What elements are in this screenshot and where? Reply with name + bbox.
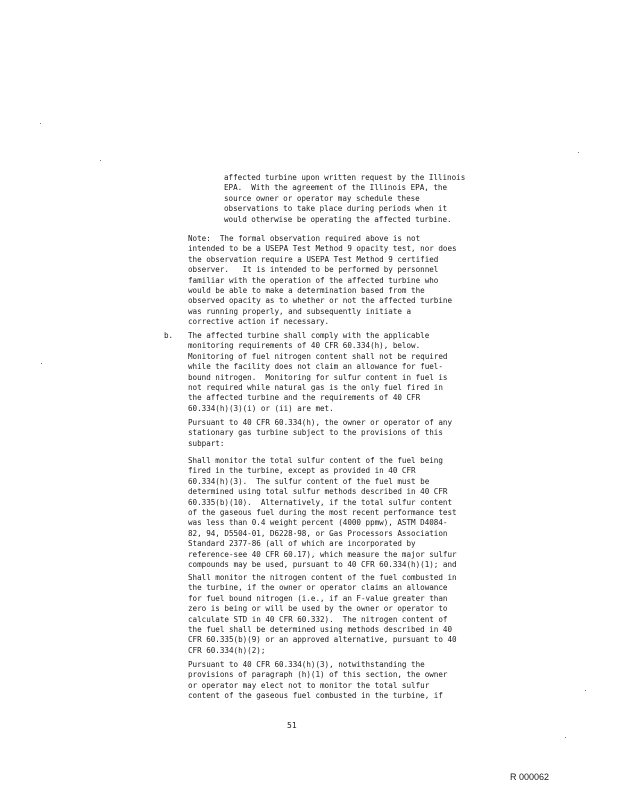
bates-number: R 000062 [510,772,550,782]
scan-speck [41,363,42,364]
section-marker: b. [164,331,174,340]
nitrogen-monitoring-paragraph: Shall monitor the nitrogen content of the fuel combusted in the turbine, if the owner or operator claims an allowance for fuel bound nitrogen (i.e., if an F-value greater than zero is being or will be used by the owner or operator to calculate STD in 40 CFR 60.332). The nitrogen content of the fuel shall be determined using methods described in 40 CFR 60.335(b)(9) or an approved alternative, pursuant to 40 CFR 60.334(h)(2); [188,573,457,655]
notwithstanding-paragraph: Pursuant to 40 CFR 60.334(h)(3), notwithstanding the provisions of paragraph (h)(1) of this section, the owner or operator may elect not to monitor the total sulfur content of the gaseous fuel combusted in the turbine, if [188,660,448,701]
pursuant-paragraph: Pursuant to 40 CFR 60.334(h), the owner or operator of any stationary gas turbine subject to the provisions of this subpart: [188,418,453,448]
sulfur-monitoring-paragraph: Shall monitor the total sulfur content of the fuel being fired in the turbine, except as provided in 40 CFR 60.334(h)(3). The sulfur content of the fuel must be determined using total sulfur methods described in 40 CFR 60.335(b)(10). Alternatively, if the total sulfur content of the gaseous fuel during the most recent performance test was less than 0.4 weight percent (4000 ppmw), ASTM D4084- 82, 94, D5504-01, D6228-98, or Gas Processors Association Standard 2377-86 (all of which are incorporated by reference-see 40 CFR 60.17), which measure the major sulfur compounds may be used, pursuant to 40 CFR 60.334(h)(1); and [188,456,457,570]
scan-speck [585,690,586,691]
section-b-paragraph: The affected turbine shall comply with the applicable monitoring requirements of 40 CFR 60.334(h), below. Monitoring of fuel nitrogen content shall not be required while the facility does not claim an allowance for fuel- bound nitrogen. Monitoring for sulfur content in fuel is not required while natural gas is the only fuel fired in the affected turbine and the requirements of 40 CFR 60.334(h)(3)(i) or (ii) are met. [188,331,448,413]
scan-speck [565,737,566,738]
scan-speck [100,160,101,161]
note-paragraph: Note: The formal observation required above is not intended to be a USEPA Test Method 9 opacity test, nor does the observation require a USEPA Test Method 9 certified observer. It is intended to be performed by personnel familiar with the operation of the affected turbine who would be able to make a determination based from the observed opacity as to whether or not the affected turbine was running properly, and subsequently initiate a corrective action if necessary. [188,234,457,327]
scan-speck [40,123,41,124]
page-number: 51 [287,721,297,730]
intro-paragraph: affected turbine upon written request by the Illinois EPA. With the agreement of the Illinois EPA, the source owner or operator may schedule these observations to take place during periods when it would otherwise be operating the affected turbine. [224,173,466,224]
scan-speck [578,152,579,153]
